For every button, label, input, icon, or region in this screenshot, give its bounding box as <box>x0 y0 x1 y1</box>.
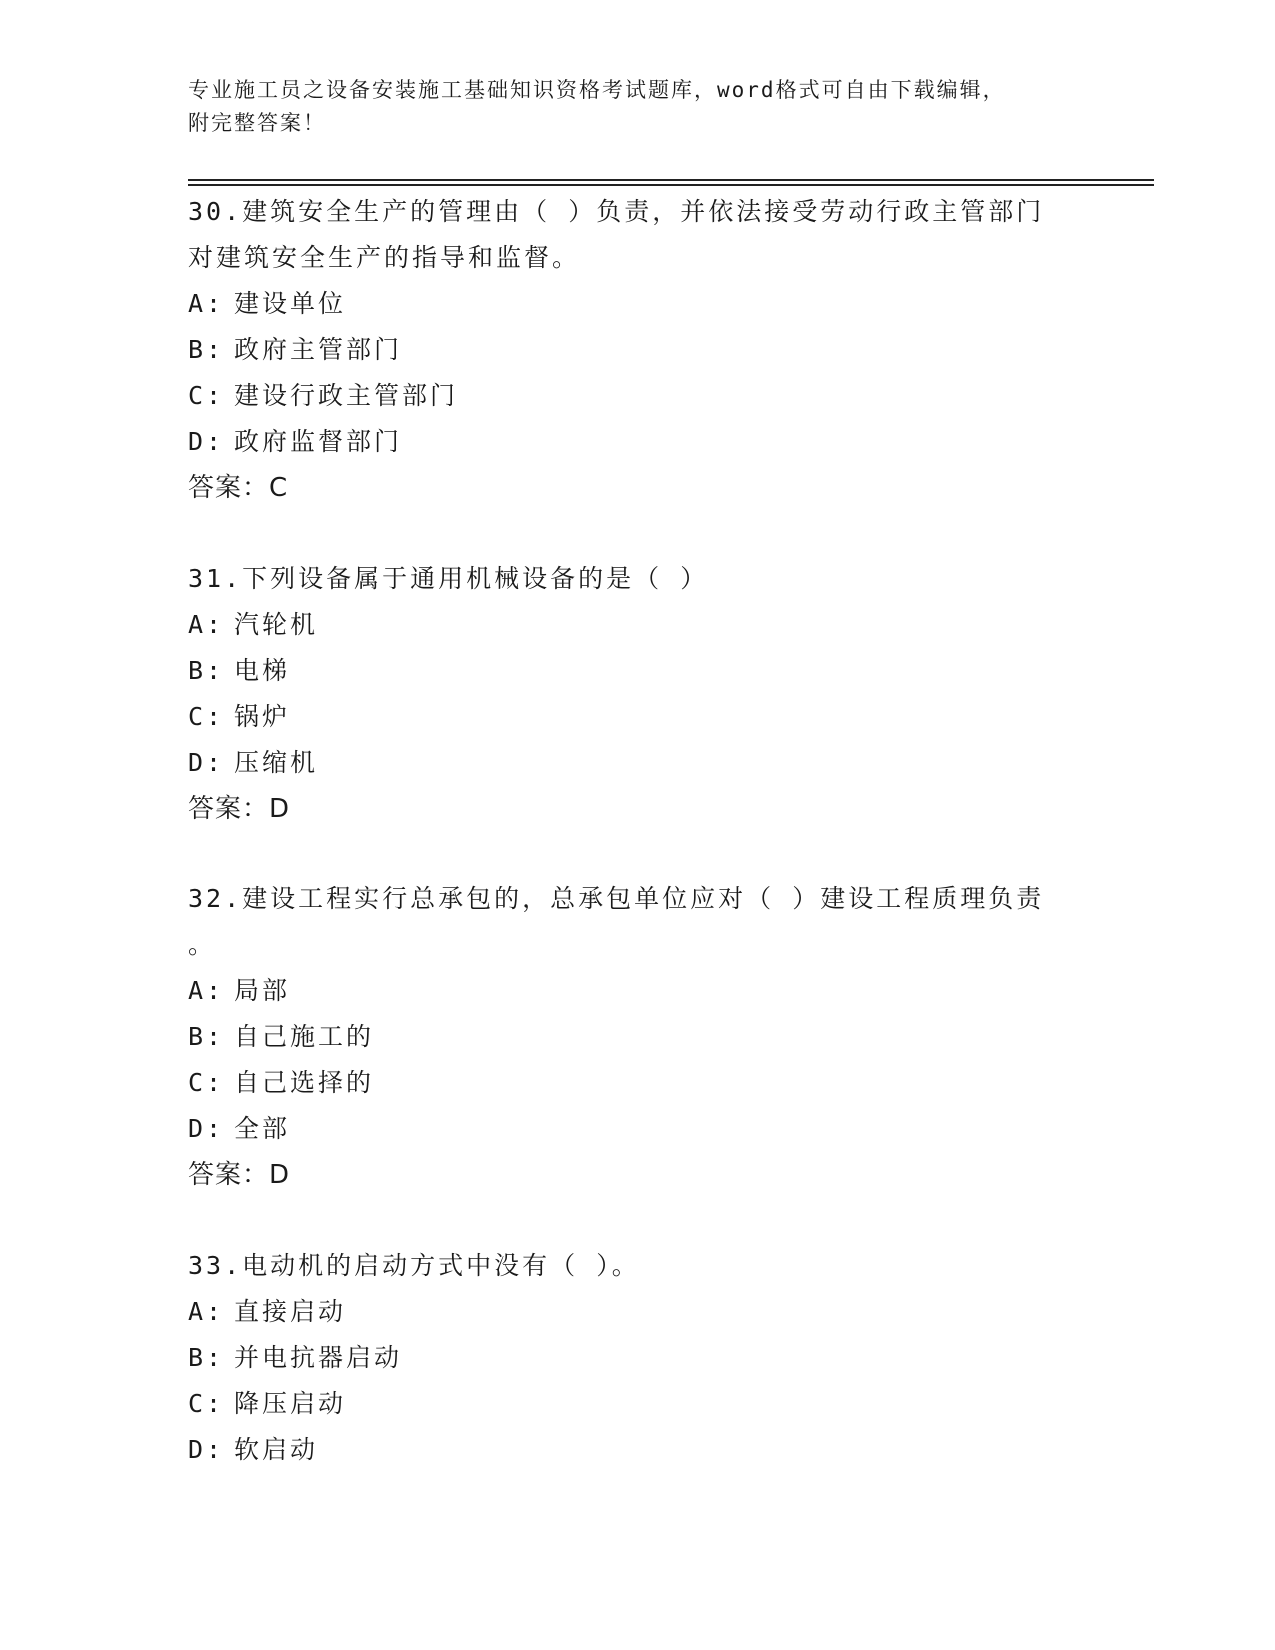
option-letter: C: <box>188 1389 225 1418</box>
option-text: 直接启动 <box>234 1297 347 1326</box>
option-letter: A: <box>188 1297 225 1326</box>
option-d <box>188 1427 1068 1473</box>
option-text: 全部 <box>234 1114 291 1143</box>
option-text: 汽轮机 <box>234 610 319 639</box>
option-letter: C: <box>188 381 225 410</box>
option-c <box>188 694 1068 740</box>
option-text: 电梯 <box>234 656 291 685</box>
option-text: 降压启动 <box>234 1389 347 1418</box>
option-c <box>188 1060 1068 1106</box>
question-stem-line-2: 对建筑安全生产的指导和监督。 <box>188 243 581 272</box>
option-text: 自己选择的 <box>234 1068 375 1097</box>
option-b <box>188 327 1068 373</box>
option-letter: B: <box>188 1343 225 1372</box>
option-d <box>188 1106 1068 1152</box>
option-letter: A: <box>188 289 225 318</box>
option-letter: D: <box>188 427 225 456</box>
option-letter: A: <box>188 610 225 639</box>
answer: 答案：C <box>188 473 289 503</box>
option-text: 建设行政主管部门 <box>234 381 459 410</box>
question-30 <box>188 189 1068 511</box>
question-33 <box>188 1243 1068 1473</box>
question-stem-line-1: 30.建筑安全生产的管理由（ ）负责，并依法接受劳动行政主管部门 <box>188 197 1045 226</box>
option-d <box>188 740 1068 786</box>
option-letter: C: <box>188 702 225 731</box>
option-b <box>188 648 1068 694</box>
option-text: 压缩机 <box>234 748 319 777</box>
option-letter: A: <box>188 976 225 1005</box>
option-text: 建设单位 <box>234 289 347 318</box>
question-32 <box>188 876 1068 1198</box>
header-line-1: 专业施工员之设备安装施工基础知识资格考试题库，word格式可自由下载编辑， <box>188 78 1006 102</box>
option-d <box>188 419 1068 465</box>
option-letter: B: <box>188 335 225 364</box>
question-stem-line-1: 33.电动机的启动方式中没有（ ）。 <box>188 1251 640 1280</box>
option-a <box>188 1289 1068 1335</box>
option-a <box>188 602 1068 648</box>
answer: 答案：D <box>188 794 291 824</box>
question-31 <box>188 556 1068 832</box>
option-letter: D: <box>188 1435 225 1464</box>
question-stem-line-2: 。 <box>188 930 217 959</box>
option-text: 并电抗器启动 <box>234 1343 403 1372</box>
question-stem-line-1: 32.建设工程实行总承包的，总承包单位应对（ ）建设工程质理负责 <box>188 884 1045 913</box>
option-letter: B: <box>188 656 225 685</box>
option-letter: B: <box>188 1022 225 1051</box>
option-text: 政府监督部门 <box>234 427 403 456</box>
option-b <box>188 1335 1068 1381</box>
option-text: 锅炉 <box>234 702 291 731</box>
option-c <box>188 1381 1068 1427</box>
header-divider-top <box>188 179 1154 181</box>
answer: 答案：D <box>188 1160 291 1190</box>
option-a <box>188 968 1068 1014</box>
option-letter: D: <box>188 1114 225 1143</box>
option-b <box>188 1014 1068 1060</box>
header-line-2: 附完整答案！ <box>188 111 326 135</box>
option-text: 软启动 <box>234 1435 319 1464</box>
option-text: 自己施工的 <box>234 1022 375 1051</box>
option-text: 政府主管部门 <box>234 335 403 364</box>
question-stem-line-1: 31.下列设备属于通用机械设备的是（ ） <box>188 564 709 593</box>
option-c <box>188 373 1068 419</box>
document-header <box>188 74 1068 140</box>
option-letter: D: <box>188 748 225 777</box>
option-a <box>188 281 1068 327</box>
option-text: 局部 <box>234 976 291 1005</box>
header-divider-bottom <box>188 184 1154 186</box>
option-letter: C: <box>188 1068 225 1097</box>
